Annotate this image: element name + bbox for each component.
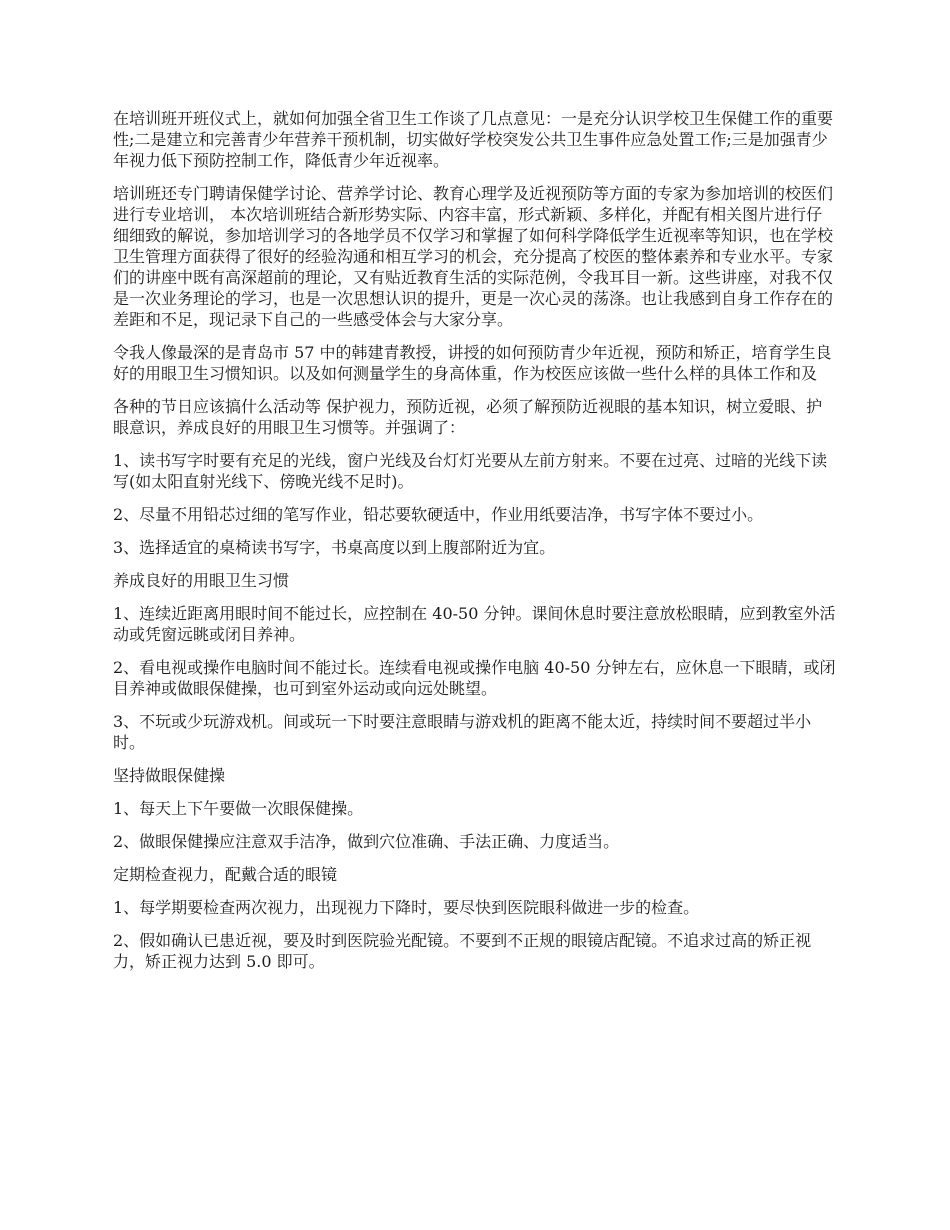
section-heading-eye-exercise: 坚持做眼保健操: [113, 766, 226, 785]
list-item-pencil: 2、尽量不用铅芯过细的笔写作业，铅芯要软硬适中，作业用纸要洁净，书写字体不要过小。: [113, 505, 764, 524]
list-item-tv-computer: 2、看电视或操作电脑时间不能过长。连续看电视或操作电脑 40-50 分钟左右，应休息一下眼睛，或闭目养神或做眼保健操，也可到室外运动或向远处眺望。: [113, 658, 836, 698]
paragraph-protect-vision: 各种的节日应该搞什么活动等 保护视力，预防近视，必须了解预防近视眼的基本知识，树立爱眼、护眼意识，养成良好的用眼卫生习惯等。并强调了：: [113, 397, 823, 437]
section-heading-vision-check: 定期检查视力，配戴合适的眼镜: [113, 865, 338, 884]
document-body: [113, 108, 837, 984]
section-heading-eye-habits: 养成良好的用眼卫生习惯: [113, 571, 290, 590]
list-item-close-use: 1、连续近距离用眼时间不能过长，应控制在 40-50 分钟。课间休息时要注意放松眼睛，应到教室外活动或凭窗远眺或闭目养神。: [113, 604, 836, 644]
list-item-daily-exercise: 1、每天上下午要做一次眼保健操。: [113, 799, 364, 818]
list-item-semester-check: 1、每学期要检查两次视力，出现视力下降时，要尽快到医院眼科做进一步的检查。: [113, 898, 700, 917]
paragraph-opening-ceremony: 在培训班开班仪式上，就如何加强全省卫生工作谈了几点意见：一是充分认识学校卫生保健工作的重要性;二是建立和完善青少年营养干预机制，切实做好学校突发公共卫生事件应急处置工作;三是加强青少年视力低下预防控制工作，降低青少年近视率。: [113, 109, 834, 170]
list-item-clean-hands: 2、做眼保健操应注意双手洁净，做到穴位准确、手法正确、力度适当。: [113, 832, 620, 851]
paragraph-training-content: 培训班还专门聘请保健学讨论、营养学讨论、教育心理学及近视预防等方面的专家为参加培训的校医们进行专业培训， 本次培训班结合新形势实际、内容丰富，形式新颖、多样化，并配有相关图片进行仔细细致的解说，参加培训学习的各地学员不仅学习和掌握了如何科学降低学生近视率等知识，也在学校卫生管理方面获得了很好的经验沟通和相互学习的机会，充分提高了校医的整体素养和专业水平。专家们的讲座中既有高深超前的理论，又有贴近教育生活的实际范例，令我耳目一新。这些讲座，对我不仅是一次业务理论的学习，也是一次思想认识的提升，更是一次心灵的荡涤。也让我感到自身工作存在的差距和不足，现记录下自己的一些感受体会与大家分享。: [113, 184, 834, 329]
paragraph-impression: 令我人像最深的是青岛市 57 中的韩建青教授，讲授的如何预防青少年近视，预防和矫正，培育学生良好的用眼卫生习惯知识。以及如何测量学生的身高体重，作为校医应该做一些什么样的具体工作和及: [113, 343, 832, 383]
list-item-lighting: 1、读书写字时要有充足的光线，窗户光线及台灯灯光要从左前方射来。不要在过亮、过暗的光线下读写(如太阳直射光线下、傍晚光线不足时)。: [113, 451, 828, 491]
list-item-desk: 3、选择适宜的桌椅读书写字，书桌高度以到上腹部附近为宜。: [113, 538, 556, 557]
list-item-glasses: 2、假如确认已患近视，要及时到医院验光配镜。不要到不正规的眼镜店配镜。不追求过高的矫正视力，矫正视力达到 5.0 即可。: [113, 931, 812, 971]
list-item-games: 3、不玩或少玩游戏机。间或玩一下时要注意眼睛与游戏机的距离不能太近，持续时间不要超过半小时。: [113, 712, 812, 752]
